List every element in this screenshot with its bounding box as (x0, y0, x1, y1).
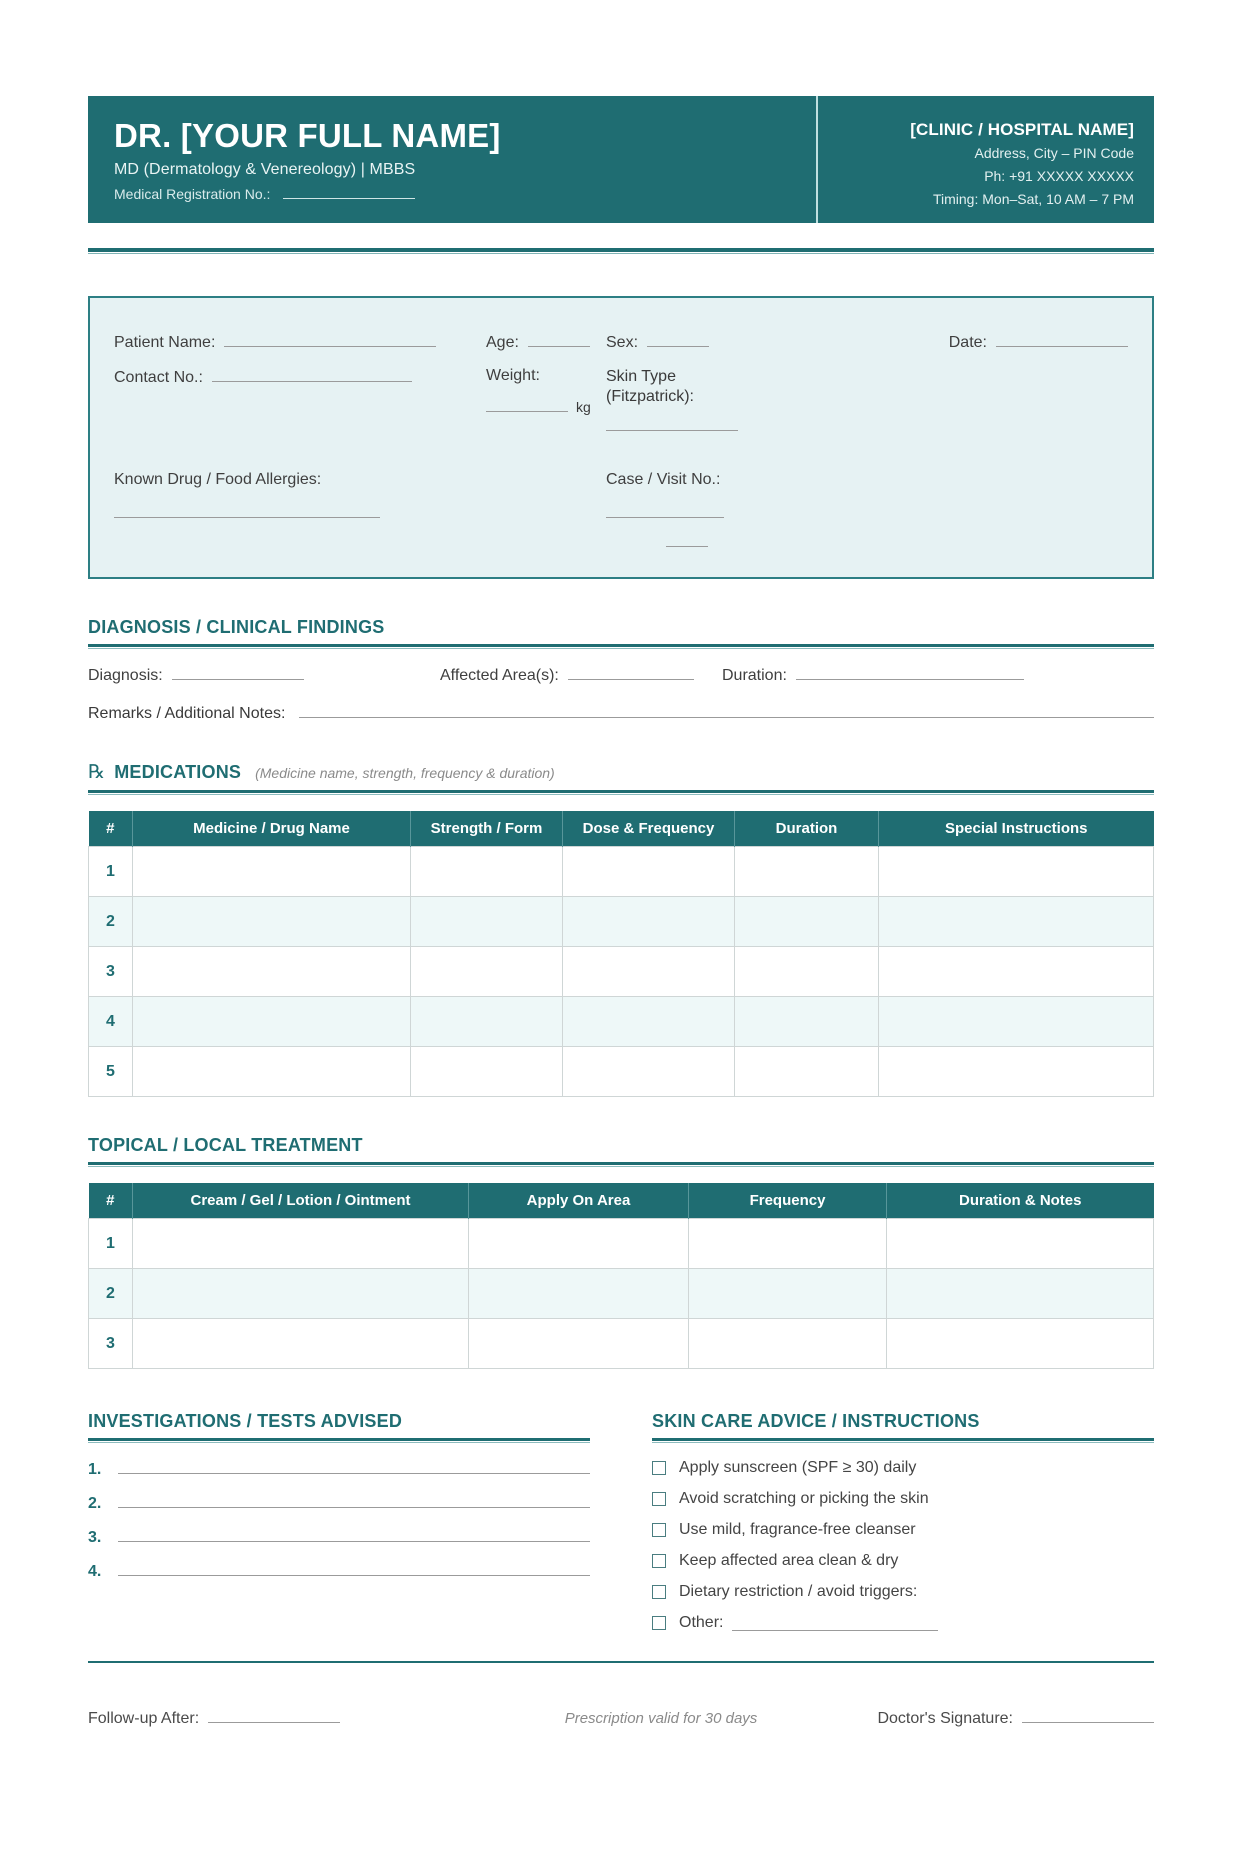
contact-input[interactable] (212, 367, 412, 382)
skincare-label: Keep affected area clean & dry (679, 1552, 899, 1570)
medications-col-duration: Duration (735, 811, 879, 847)
investigation-input[interactable] (118, 1493, 590, 1508)
table-row (89, 897, 1154, 947)
date-field (834, 332, 1128, 352)
investigation-input[interactable] (118, 1561, 590, 1576)
date-label: Date: (948, 333, 987, 351)
topical-col-frequency: Frequency (689, 1183, 887, 1219)
contact-field (114, 367, 486, 387)
table-row (89, 947, 1154, 997)
investigations-section (88, 1411, 590, 1632)
investigation-index: 1. (88, 1461, 102, 1479)
remarks-label: Remarks / Additional Notes: (88, 705, 286, 723)
row-number: 1 (89, 1219, 133, 1269)
footer (88, 1708, 1154, 1728)
age-input[interactable] (528, 332, 590, 347)
list-item (88, 1527, 590, 1547)
header-divider (88, 248, 1154, 254)
medications-hint: (Medicine name, strength, frequency & duration) (255, 765, 555, 782)
row-number: 3 (89, 1319, 133, 1369)
sex-label: Sex: (606, 333, 639, 351)
patient-name-label: Patient Name: (114, 333, 216, 351)
remarks-input[interactable] (299, 703, 1154, 718)
cell-duration-notes[interactable] (887, 1219, 1154, 1269)
skincare-label: Other: (679, 1614, 724, 1632)
checkbox-icon[interactable] (652, 1585, 666, 1599)
table-row (89, 847, 1154, 897)
clinic-name: [CLINIC / HOSPITAL NAME] (910, 120, 1134, 139)
row-number: 2 (89, 897, 133, 947)
cell-frequency[interactable] (689, 1269, 887, 1319)
affected-area-field (440, 665, 722, 685)
patient-name-field (114, 332, 486, 352)
skincare-heading: SKIN CARE ADVICE / INSTRUCTIONS (652, 1411, 980, 1432)
cell-duration-notes[interactable] (887, 1319, 1154, 1369)
list-item (88, 1493, 590, 1513)
skincare-rule (652, 1438, 1154, 1443)
cell-product[interactable] (133, 1269, 469, 1319)
topical-heading: TOPICAL / LOCAL TREATMENT (88, 1135, 363, 1156)
cell-instructions[interactable] (879, 897, 1154, 947)
letterhead (88, 96, 1154, 223)
doctor-block (88, 96, 818, 223)
cell-instructions[interactable] (879, 947, 1154, 997)
cell-product[interactable] (133, 1219, 469, 1269)
medications-table (88, 811, 1154, 1097)
checkbox-icon[interactable] (652, 1616, 666, 1630)
checkbox-icon[interactable] (652, 1461, 666, 1475)
skin-type-input[interactable] (606, 416, 738, 431)
cell-instructions[interactable] (879, 997, 1154, 1047)
diagnosis-field (88, 665, 440, 685)
medications-section (88, 761, 1154, 1097)
cell-dose[interactable] (563, 897, 735, 947)
table-row (89, 997, 1154, 1047)
validity-note: Prescription valid for 30 days (564, 1710, 758, 1727)
skin-type-label-line2: (Fitzpatrick): (606, 387, 694, 405)
investigation-input[interactable] (118, 1459, 590, 1474)
sex-field (606, 332, 834, 352)
topical-col-duration: Duration & Notes (887, 1183, 1154, 1219)
cell-dose[interactable] (563, 947, 735, 997)
medications-col-instructions: Special Instructions (879, 811, 1154, 847)
cell-duration[interactable] (735, 847, 879, 897)
diagnosis-heading: DIAGNOSIS / CLINICAL FINDINGS (88, 617, 385, 638)
duration-field (722, 665, 1154, 685)
topical-col-area: Apply On Area (469, 1183, 689, 1219)
case-input-continued[interactable] (666, 532, 708, 547)
topical-header-row (89, 1183, 1154, 1219)
cell-dose[interactable] (563, 997, 735, 1047)
cell-strength[interactable] (411, 847, 563, 897)
age-field (486, 332, 606, 352)
weight-label: Weight: (486, 366, 540, 384)
skin-type-field (606, 367, 834, 432)
signature-label: Doctor's Signature: (877, 1710, 1013, 1727)
allergies-input[interactable] (114, 503, 380, 518)
list-item[interactable] (652, 1459, 1154, 1477)
contact-label: Contact No.: (114, 368, 203, 386)
checkbox-icon[interactable] (652, 1523, 666, 1537)
medications-col-index: # (89, 811, 133, 847)
cell-strength[interactable] (411, 897, 563, 947)
investigation-index: 4. (88, 1563, 102, 1581)
cell-product[interactable] (133, 1319, 469, 1369)
registration-label: Medical Registration No.: (114, 185, 271, 202)
cell-strength[interactable] (411, 997, 563, 1047)
investigations-heading: INVESTIGATIONS / TESTS ADVISED (88, 1411, 403, 1432)
case-label: Case / Visit No.: (606, 471, 721, 489)
medications-heading-row (88, 761, 1154, 790)
clinic-timing: Timing: Mon–Sat, 10 AM – 7 PM (932, 190, 1134, 207)
medications-header-row (89, 811, 1154, 847)
table-row (89, 1047, 1154, 1097)
lower-sections (88, 1411, 1154, 1632)
topical-rule (88, 1162, 1154, 1167)
cell-medicine-name[interactable] (133, 1047, 411, 1097)
cell-dose[interactable] (563, 1047, 735, 1097)
row-number: 2 (89, 1269, 133, 1319)
skincare-label: Dietary restriction / avoid triggers: (679, 1583, 918, 1601)
list-item[interactable] (652, 1583, 1154, 1601)
affected-area-input[interactable] (568, 665, 694, 680)
medications-col-strength: Strength / Form (411, 811, 563, 847)
topical-col-index: # (89, 1183, 133, 1219)
sex-input[interactable] (647, 332, 709, 347)
cell-instructions[interactable] (879, 847, 1154, 897)
list-item[interactable] (652, 1614, 1154, 1632)
list-item[interactable] (652, 1521, 1154, 1539)
footer-divider (88, 1661, 1154, 1663)
cell-area[interactable] (469, 1269, 689, 1319)
signature-input[interactable] (1022, 1708, 1154, 1723)
cell-medicine-name[interactable] (133, 947, 411, 997)
age-label: Age: (486, 333, 519, 351)
followup-field (88, 1708, 468, 1728)
doctor-name: DR. [YOUR FULL NAME] (114, 117, 501, 154)
skincare-label: Apply sunscreen (SPF ≥ 30) daily (679, 1459, 917, 1477)
medications-col-name: Medicine / Drug Name (133, 811, 411, 847)
diagnosis-label: Diagnosis: (88, 667, 163, 685)
cell-medicine-name[interactable] (133, 847, 411, 897)
cell-duration-notes[interactable] (887, 1269, 1154, 1319)
rx-icon: ℞ (88, 762, 106, 784)
cell-strength[interactable] (411, 1047, 563, 1097)
topical-table (88, 1183, 1154, 1369)
diagnosis-rule (88, 644, 1154, 649)
date-input[interactable] (996, 332, 1128, 347)
registration-field (114, 184, 816, 202)
investigations-rule (88, 1438, 590, 1443)
cell-medicine-name[interactable] (133, 997, 411, 1047)
cell-frequency[interactable] (689, 1319, 887, 1369)
skincare-section (652, 1411, 1154, 1632)
weight-unit: kg (576, 398, 591, 415)
cell-frequency[interactable] (689, 1219, 887, 1269)
cell-area[interactable] (469, 1219, 689, 1269)
cell-medicine-name[interactable] (133, 897, 411, 947)
allergies-label: Known Drug / Food Allergies: (114, 471, 322, 489)
table-row (89, 1319, 1154, 1369)
table-row (89, 1219, 1154, 1269)
medications-col-dose: Dose & Frequency (563, 811, 735, 847)
list-item[interactable] (652, 1552, 1154, 1570)
clinic-block (818, 96, 1154, 223)
followup-input[interactable] (208, 1708, 340, 1723)
table-row (89, 1269, 1154, 1319)
topical-col-product: Cream / Gel / Lotion / Ointment (133, 1183, 469, 1219)
row-number: 5 (89, 1047, 133, 1097)
medications-heading: MEDICATIONS (114, 762, 242, 783)
followup-label: Follow-up After: (88, 1710, 200, 1727)
row-number: 1 (89, 847, 133, 897)
investigation-index: 3. (88, 1529, 102, 1547)
list-item (88, 1459, 590, 1479)
cell-duration[interactable] (735, 897, 879, 947)
allergies-label-row (114, 471, 486, 489)
skincare-label: Use mild, fragrance-free cleanser (679, 1521, 916, 1539)
investigation-input[interactable] (118, 1527, 590, 1542)
weight-input[interactable] (486, 397, 568, 412)
medications-rule (88, 790, 1154, 795)
cell-dose[interactable] (563, 847, 735, 897)
skincare-other-input[interactable] (732, 1616, 938, 1631)
cell-instructions[interactable] (879, 1047, 1154, 1097)
skin-type-label-line1: Skin Type (606, 367, 676, 385)
diagnosis-section (88, 617, 1154, 723)
duration-label: Duration: (722, 667, 787, 685)
cell-duration[interactable] (735, 997, 879, 1047)
cell-duration[interactable] (735, 947, 879, 997)
doctor-qualifications: MD (Dermatology & Venereology) | MBBS (114, 160, 416, 178)
row-number: 4 (89, 997, 133, 1047)
diagnosis-input[interactable] (172, 665, 304, 680)
checkbox-icon[interactable] (652, 1492, 666, 1506)
duration-input[interactable] (796, 665, 1024, 680)
list-item[interactable] (652, 1490, 1154, 1508)
skincare-label: Avoid scratching or picking the skin (679, 1490, 929, 1508)
checkbox-icon[interactable] (652, 1554, 666, 1568)
patient-details-panel (88, 296, 1154, 580)
list-item (88, 1561, 590, 1581)
prescription-page (0, 96, 1242, 1851)
topical-section (88, 1135, 1154, 1369)
affected-area-label: Affected Area(s): (440, 667, 559, 685)
case-label-row (606, 471, 834, 489)
cell-area[interactable] (469, 1319, 689, 1369)
patient-name-input[interactable] (224, 332, 436, 347)
registration-blank[interactable] (283, 184, 415, 199)
case-input[interactable] (606, 503, 724, 518)
signature-field (854, 1708, 1154, 1728)
weight-field (486, 367, 606, 385)
cell-duration[interactable] (735, 1047, 879, 1097)
clinic-address: Address, City – PIN Code (974, 145, 1134, 161)
row-number: 3 (89, 947, 133, 997)
investigation-index: 2. (88, 1495, 102, 1513)
remarks-field (88, 703, 1154, 723)
clinic-phone: Ph: +91 XXXXX XXXXX (984, 167, 1134, 184)
cell-strength[interactable] (411, 947, 563, 997)
